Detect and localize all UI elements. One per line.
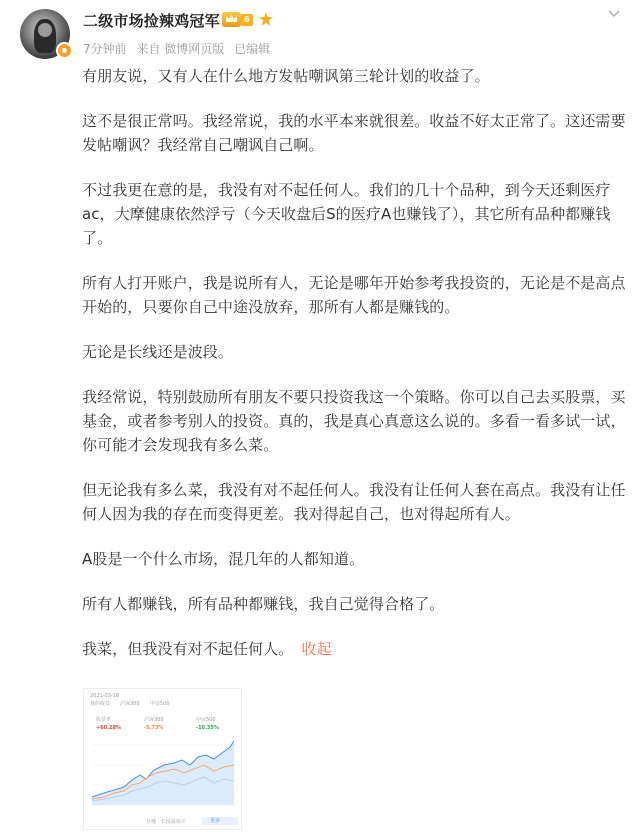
username[interactable]: 二级市场捡辣鸡冠军 [83,12,220,30]
collapse-link[interactable]: 收起 [301,640,332,658]
post-time[interactable]: 7分钟前 [83,42,127,56]
image-tab-label: 更多 [210,818,221,824]
post-meta [83,40,276,57]
image-legend-1: 我的收益 [90,701,111,707]
image-date: 2021-03-18 [90,693,120,699]
image-footer: 且慢 · 长投温度计 [146,819,186,825]
attached-image-thumbnail[interactable] [83,688,242,830]
post-paragraph: 所有人都赚钱，所有品种都赚钱，我自己觉得合格了。 [82,595,445,613]
stat-value-2: -5.73% [144,725,164,731]
thumbnail-area [92,741,234,805]
post-paragraph: 但无论我有多么菜，我没有对不起任何人。我没有让任何人套在高点。我没有让任何人因为我的存在而变得更差。我对得起自己，也对得起所有人。 [82,481,626,523]
thumbnail-chart [84,735,242,815]
stat-label-3: 中证500 [196,717,216,723]
post-paragraph: 这不是很正常吗。我经常说，我的水平本来就很差。收益不好太正常了。这还需要发帖嘲讽？我经常自己嘲讽自己啊。 [82,112,626,154]
stat-value-3: -10.35% [196,725,219,731]
edited-label[interactable]: 已编辑 [234,42,271,56]
post-paragraph: A股是一个什么市场，混几年的人都知道。 [82,550,365,568]
stat-value-1: +60.28% [96,725,122,731]
post-last-line-text: 我菜，但我没有对不起任何人。 [82,640,294,658]
post-last-line [82,637,626,661]
post-paragraph: 无论是长线还是波段。 [82,343,234,361]
post-paragraph: 有朋友说，又有人在什么地方发帖嘲讽第三轮计划的收益了。 [82,67,490,85]
chevron-down-icon[interactable] [608,10,620,18]
post-source: 来自 微博网页版 [136,42,225,56]
image-legend-2: 沪深300 [120,701,140,707]
post-paragraph: 所有人打开账户，我是说所有人，无论是哪年开始参考我投资的，无论是不是高点开始的，只要你自己中途没放弃，那所有人都是赚钱的。 [82,274,626,316]
star-icon [259,12,273,26]
crown-icon [222,12,241,27]
image-legend-3: 中证500 [150,701,170,707]
stat-label-2: 沪深300 [144,717,164,723]
stat-label-1: 收益率 [96,717,112,723]
post-body [82,64,626,682]
level-badge: 6 [241,14,253,26]
verified-badge-icon [56,42,73,59]
post-paragraph: 我经常说，特别鼓励所有朋友不要只投资我这一个策略。你可以自己去买股票，买基金，或者参考别人的投资。真的，我是真心真意这么说的。多看一看多试一试，你可能才会发现我有多么菜。 [82,388,626,454]
post-paragraph: 不过我更在意的是，我没有对不起任何人。我们的几十个品种，到今天还剩医疗ac，大摩健康依然浮亏（今天收盘后S的医疗A也赚钱了），其它所有品种都赚钱了。 [82,181,611,247]
post-header [0,0,639,66]
avatar-face [38,23,52,37]
